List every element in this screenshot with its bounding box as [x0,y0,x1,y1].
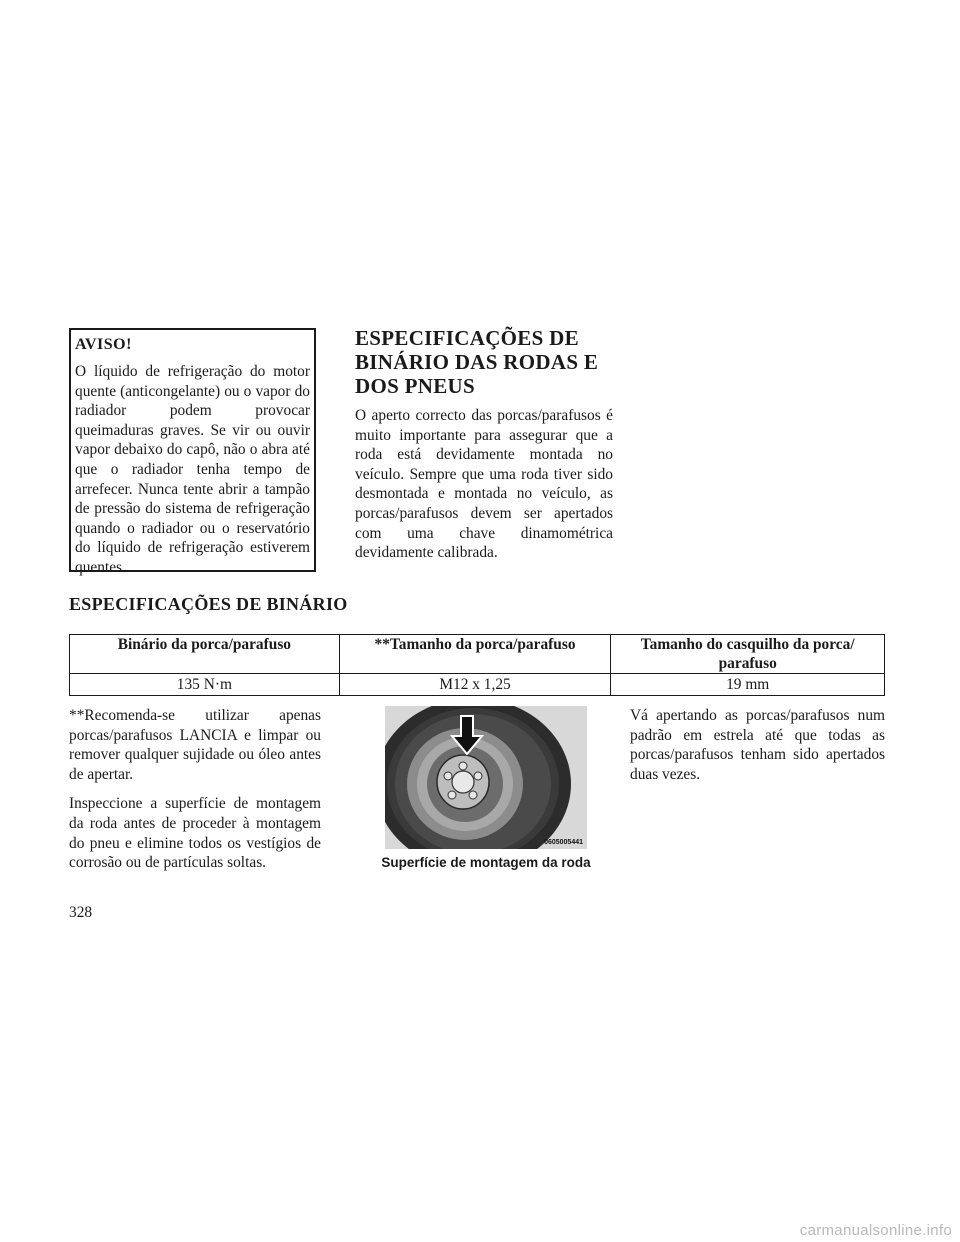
figure-code: 0605005441 [544,839,583,846]
table-cell: 135 N·m [70,674,340,696]
section-heading: ESPECIFICAÇÕES DE BINÁRIO DAS RODAS E DOS PNEUS [355,326,599,398]
warning-body: O líquido de refrigeração do motor quente (anticongelante) ou o vapor do radiador podem provocar queimaduras graves. Se vir ou ouvir vapor debaixo do capô, não o abra até que o radiador tenha tempo de arrefecer. Nunca tente abrir a tampão de pressão do sistema de refrigeração quando o radiador ou o reservatório do líquido de refrigeração estiverem quentes. [75,363,310,576]
section-body: O aperto correcto das porcas/parafusos é muito importante para assegurar que a roda está devidamente montada no veículo. Sempre que uma roda tiver sido desmontada e montada no veículo, as porcas/parafusos devem ser apertados com uma chave dinamométrica devidamente calibrada. [355,407,613,562]
table-cell: 19 mm [611,674,885,696]
warning-title: AVISO! [75,336,132,353]
figure-caption: Superfície de montagem da roda [381,855,591,870]
wheel-illustration [385,706,587,849]
table-header-cell: Tamanho do casquilho da porca/ parafuso [611,635,885,674]
tightening-text: Vá apertando as porcas/parafusos num padrão em estrela até que todas as porcas/parafusos tenham sido apertados duas vezes. [630,707,885,783]
table-header-row [70,635,885,674]
torque-table [69,634,885,696]
page-number: 328 [69,904,93,921]
warning-box [69,328,316,576]
torque-heading: ESPECIFICAÇÕES DE BINÁRIO [69,594,348,614]
notes-column [69,706,321,873]
table-cell: M12 x 1,25 [339,674,611,696]
wheel-mounting-figure [385,706,587,849]
table-header-cell: Binário da porca/parafuso [70,635,340,674]
table-header-cell: **Tamanho da porca/parafuso [339,635,611,674]
watermark: carmanualsonline.info [799,1222,952,1239]
note-paragraph: **Recomenda-se utilizar apenas porcas/parafusos LANCIA e limpar ou remover qualquer sujidade ou óleo antes de apertar. [69,707,321,783]
note-paragraph: Inspeccione a superfície de montagem da roda antes de proceder à montagem do pneu e elimine todos os vestígios de corrosão ou de partículas soltas. [69,795,321,872]
table-row [70,674,885,696]
